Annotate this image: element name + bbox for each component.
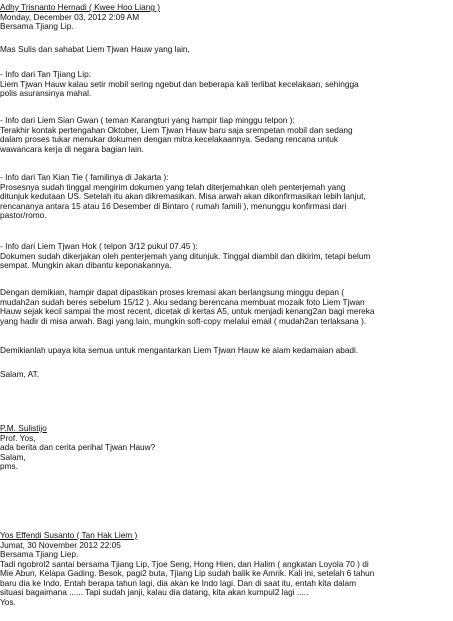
email-header-1: [0, 3, 452, 32]
sent-date: Monday, December 03, 2012 2:09 AM: [0, 11, 140, 22]
message-line: pms.: [0, 461, 18, 471]
signoff-text: Salam, AT.: [0, 369, 40, 379]
info-line: rencananya antara 15 atau 16 Desember di Bintaro ( rumah famili ), menunggu konfirmasi dari: [0, 200, 347, 211]
info-line: Prosesnya sudah tinggal mengirim dokumen yang telah diterjemahkan oleh penterjemah yang: [0, 181, 346, 192]
message-line: ada berita dan cerita perihal Tjwan Hauw?: [0, 442, 156, 452]
message-line: Tadi ngobrol2 santai bersama Tjiang Lip, Tjoe Seng, Hong Hien, dan Halim ( angkatan Loyola 70 ) di: [0, 558, 369, 569]
greeting-text: Mas Sulis dan sahabat Liem Tjwan Hauw yang lain,: [0, 44, 190, 54]
paragraph-line: mudah2an sudah beres sebelum 15/12 ). Aku sedang berencana membuat mozaik foto Liem Tjwan: [0, 296, 365, 307]
paragraph-line: Dengan demikian, hampir dapat dipastikan proses kremasi akan berlangsung minggu depan (: [0, 287, 345, 297]
info-line: sempat. Mungkin akan dibantu keponakannya.: [0, 260, 172, 270]
info-line: - Info dari Tan Kian Tie ( familinya di Jakarta ):: [0, 172, 169, 182]
info-line: pastor/romo.: [0, 210, 47, 220]
info-line: Dokumen sudah dikerjakan oleh penterjemah yang ditunjuk. Tinggal diambil dan dikirim, tetapi belum: [0, 250, 371, 261]
info-line: Liem Tjwan Hauw kalau setir mobil sering ngebut dan beberapa kali terlibat kecelakaan, sehingga: [0, 78, 359, 89]
info-block-3: [0, 173, 452, 221]
recipient-line: Bersama Tjiang Lip.: [0, 21, 74, 31]
sender-name[interactable]: Adhy Trisnanto Hernadi ( Kwee Hoo Liang ): [0, 2, 161, 12]
message-line: baru dia ke Indo. Entah berapa tahun lagi, dia akan ke Indo lagi. Dan di saat itu, entah kita dalam: [0, 577, 357, 588]
message-line: situasi bagaimana ...... Tapi sudah janji, kalau dia datang, kita akan kumpul2 lagi .....: [0, 587, 309, 597]
signoff: [0, 370, 452, 380]
message-line: Salam,: [0, 451, 26, 462]
sent-date: Jumat, 30 November 2012 22:05: [0, 539, 121, 550]
recipient-line: Bersama Tjiang Liep.: [0, 549, 79, 559]
info-line: polis asuransinya mahal.: [0, 88, 92, 98]
info-line: - Info dari Tan Tjiang Lip:: [0, 69, 92, 79]
email-3: [0, 531, 452, 607]
message-line: Yos.: [0, 596, 16, 607]
paragraph-kremasi: [0, 288, 452, 326]
info-line: - Info dari Liem Tjwan Hok ( telpon 3/12 pukul 07.45 ):: [0, 241, 198, 251]
paragraph-closing: [0, 346, 452, 356]
info-line: - Info dari Liem Sian Gwan ( teman Karangturi yang hampir tiap minggu telpon ):: [0, 115, 295, 125]
info-line: ditunjuk kedutaan US. Setelah itu akan dikremasikan. Misa arwah akan dikonfirmasikan lebih lanjut,: [0, 191, 366, 201]
info-line: wawancara kerja di negara bagian lain.: [0, 143, 144, 154]
info-block-4: [0, 242, 452, 271]
info-block-1: [0, 70, 452, 99]
sender-name[interactable]: P.M. Sulistijo: [0, 423, 47, 433]
info-line: dalam proses tukar menukar dokumen dengan mitra kecelakaannya. Sedang rencana untuk: [0, 134, 339, 144]
message-line: Prof. Yos,: [0, 432, 36, 443]
paragraph-line: yang hadir di misa arwah. Bagi yang lain, mungkin soft-copy melalui email ( mudah2an terlaksana ).: [0, 315, 367, 326]
message-line: Mie Abun, Kelapa Gading. Besok, pagi2 buta, Tjiang Lip sudah balik ke Amrik. Kali ini, setelah 6 tahun: [0, 568, 375, 578]
sender-name[interactable]: Yos Effendi Susanto ( Tan Hak Liem ): [0, 530, 138, 540]
info-line: Terakhir kontak pertengahan Oktober, Liem Tjwan Hauw baru saja srempetan mobil dan sedang: [0, 124, 353, 135]
info-block-2: [0, 116, 452, 154]
paragraph-line: Demikianlah upaya kita semua untuk mengantarkan Liem Tjwan Hauw ke alam kedamaian abadi.: [0, 345, 359, 355]
email-2: [0, 424, 452, 472]
paragraph-line: Hauw sejak kecil sampai the most recent, dicetak di kertas A5, untuk menjadi kenang2an bagi mereka: [0, 306, 375, 316]
greeting: [0, 45, 452, 55]
